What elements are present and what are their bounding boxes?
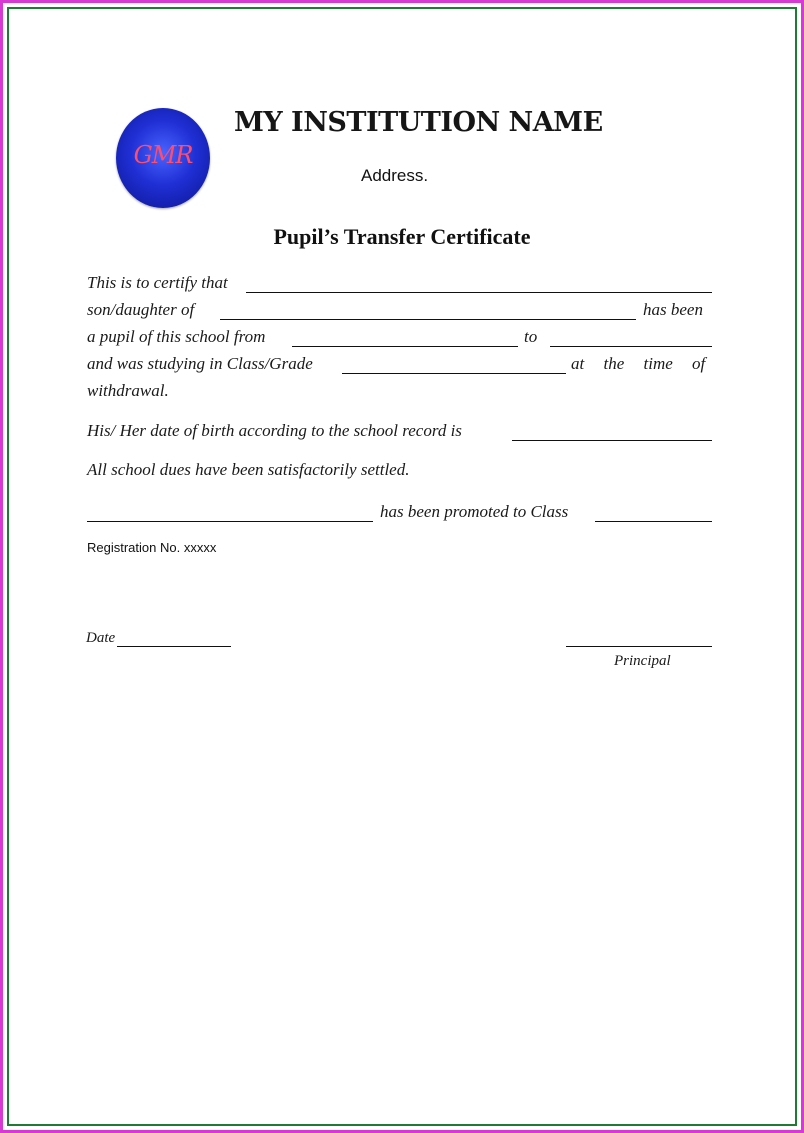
from-date-blank <box>292 346 518 347</box>
pupil-from-text: a pupil of this school from <box>87 327 266 346</box>
certify-text: This is to certify that <box>87 273 228 292</box>
time-of-text: at the time of <box>571 354 706 373</box>
student-name-blank <box>246 292 712 293</box>
logo-text: GMR <box>133 141 193 169</box>
parent-label: son/daughter of <box>87 300 195 319</box>
date-blank <box>117 646 231 647</box>
promoted-class-blank <box>595 521 712 522</box>
promoted-text: has been promoted to Class <box>380 502 569 521</box>
promoted-name-blank <box>87 521 373 522</box>
certificate-title: Pupil’s Transfer Certificate <box>273 224 531 249</box>
institution-logo <box>116 108 210 208</box>
class-grade-text: and was studying in Class/Grade <box>87 354 313 373</box>
withdrawal-text: withdrawal. <box>87 381 169 400</box>
to-date-blank <box>550 346 712 347</box>
has-been-text: has been <box>643 300 703 319</box>
dob-blank <box>512 440 712 441</box>
principal-label: Principal <box>614 653 671 669</box>
institution-address: Address. <box>361 166 429 185</box>
to-text: to <box>524 327 538 346</box>
date-label: Date <box>86 630 116 646</box>
dob-text: His/ Her date of birth according to the school record is <box>87 421 462 440</box>
dues-text: All school dues have been satisfactorily settled. <box>87 460 410 479</box>
class-grade-blank <box>342 373 566 374</box>
institution-name: MY INSTITUTION NAME <box>234 107 603 138</box>
principal-signature-line <box>566 646 712 647</box>
registration-number: Registration No. xxxxx <box>87 540 217 555</box>
parent-name-blank <box>220 319 636 320</box>
